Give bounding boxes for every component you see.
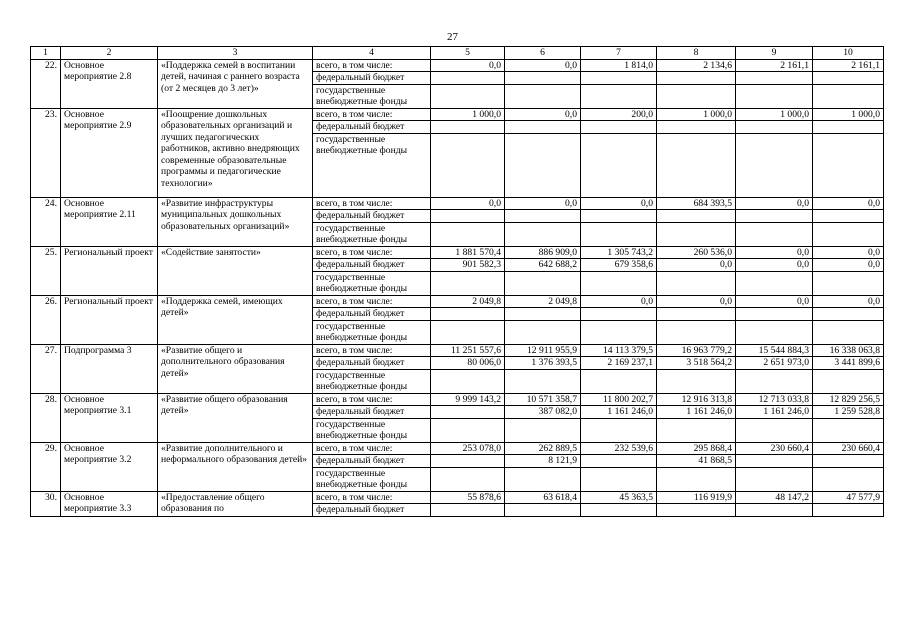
amount-cell — [431, 406, 505, 419]
amount-cell — [431, 121, 505, 134]
row-number: 24. — [31, 197, 61, 246]
amount-cell — [581, 271, 657, 295]
amount-cell: 0,0 — [581, 197, 657, 210]
amount-cell: 253 078,0 — [431, 442, 505, 455]
amount-cell: 0,0 — [736, 197, 813, 210]
amount-cell — [657, 84, 736, 108]
funding-source: государственные внебюджетные фонды — [313, 467, 431, 491]
amount-cell — [431, 210, 505, 223]
amount-cell — [657, 418, 736, 442]
table-row — [31, 491, 884, 504]
table-row — [31, 442, 884, 455]
amount-cell — [581, 210, 657, 223]
table-body — [31, 59, 884, 516]
amount-cell — [657, 121, 736, 134]
amount-cell — [813, 369, 884, 393]
funding-source: федеральный бюджет — [313, 121, 431, 134]
funding-source: федеральный бюджет — [313, 210, 431, 223]
item-name: Региональный проект — [61, 246, 158, 295]
amount-cell — [505, 121, 581, 134]
amount-cell — [505, 504, 581, 517]
item-description: «Развитие общего образования детей» — [158, 393, 313, 442]
amount-cell: 2 049,8 — [505, 295, 581, 308]
amount-cell: 12 829 256,5 — [813, 393, 884, 406]
amount-cell — [505, 133, 581, 197]
amount-cell — [505, 222, 581, 246]
amount-cell — [813, 133, 884, 197]
amount-cell — [581, 84, 657, 108]
amount-cell: 260 536,0 — [657, 246, 736, 259]
column-header: 1 — [31, 47, 61, 60]
funding-source: всего, в том числе: — [313, 59, 431, 72]
column-header: 9 — [736, 47, 813, 60]
table-row — [31, 108, 884, 121]
amount-cell — [431, 133, 505, 197]
amount-cell: 387 082,0 — [505, 406, 581, 419]
amount-cell — [431, 504, 505, 517]
column-header: 6 — [505, 47, 581, 60]
row-number: 27. — [31, 344, 61, 393]
funding-source: государственные внебюджетные фонды — [313, 418, 431, 442]
amount-cell — [736, 418, 813, 442]
amount-cell — [813, 504, 884, 517]
item-name: Основное мероприятие 3.2 — [61, 442, 158, 491]
table-row — [31, 197, 884, 210]
amount-cell — [581, 308, 657, 321]
amount-cell: 1 000,0 — [736, 108, 813, 121]
column-header: 2 — [61, 47, 158, 60]
amount-cell: 0,0 — [813, 259, 884, 272]
item-description: «Поддержка семей, имеющих детей» — [158, 295, 313, 344]
amount-cell: 1 814,0 — [581, 59, 657, 72]
row-number: 23. — [31, 108, 61, 197]
item-description: «Поддержка семей в воспитании детей, начиная с раннего возраста (от 2 месяцев до 3 лет)» — [158, 59, 313, 108]
amount-cell — [813, 418, 884, 442]
amount-cell — [813, 320, 884, 344]
amount-cell: 679 358,6 — [581, 259, 657, 272]
amount-cell: 116 919,9 — [657, 491, 736, 504]
amount-cell: 0,0 — [736, 295, 813, 308]
funding-source: государственные внебюджетные фонды — [313, 222, 431, 246]
funding-source: государственные внебюджетные фонды — [313, 133, 431, 197]
amount-cell: 886 909,0 — [505, 246, 581, 259]
amount-cell — [505, 369, 581, 393]
amount-cell — [581, 72, 657, 85]
row-number: 22. — [31, 59, 61, 108]
amount-cell — [505, 271, 581, 295]
amount-cell: 901 582,3 — [431, 259, 505, 272]
item-description: «Развитие дополнительного и неформального образования детей» — [158, 442, 313, 491]
item-name: Основное мероприятие 2.9 — [61, 108, 158, 197]
row-number: 29. — [31, 442, 61, 491]
amount-cell: 2 161,1 — [813, 59, 884, 72]
amount-cell: 80 006,0 — [431, 357, 505, 370]
amount-cell — [736, 369, 813, 393]
amount-cell: 1 881 570,4 — [431, 246, 505, 259]
row-number: 25. — [31, 246, 61, 295]
amount-cell: 12 713 033,8 — [736, 393, 813, 406]
amount-cell: 45 363,5 — [581, 491, 657, 504]
row-number: 28. — [31, 393, 61, 442]
amount-cell: 0,0 — [813, 295, 884, 308]
amount-cell — [657, 72, 736, 85]
amount-cell — [657, 271, 736, 295]
amount-cell: 3 441 899,6 — [813, 357, 884, 370]
table-row — [31, 393, 884, 406]
amount-cell: 642 688,2 — [505, 259, 581, 272]
amount-cell: 2 169 237,1 — [581, 357, 657, 370]
amount-cell: 47 577,9 — [813, 491, 884, 504]
amount-cell: 1 161 246,0 — [581, 406, 657, 419]
amount-cell — [657, 369, 736, 393]
funding-source: федеральный бюджет — [313, 308, 431, 321]
funding-source: всего, в том числе: — [313, 295, 431, 308]
amount-cell: 15 544 884,3 — [736, 344, 813, 357]
funding-source: всего, в том числе: — [313, 393, 431, 406]
amount-cell: 10 571 358,7 — [505, 393, 581, 406]
column-header: 8 — [657, 47, 736, 60]
funding-source: федеральный бюджет — [313, 357, 431, 370]
amount-cell: 230 660,4 — [813, 442, 884, 455]
amount-cell — [505, 467, 581, 491]
amount-cell — [813, 210, 884, 223]
amount-cell — [431, 320, 505, 344]
amount-cell — [736, 84, 813, 108]
funding-source: государственные внебюджетные фонды — [313, 84, 431, 108]
amount-cell: 0,0 — [431, 59, 505, 72]
amount-cell — [736, 121, 813, 134]
amount-cell: 0,0 — [813, 197, 884, 210]
funding-source: федеральный бюджет — [313, 72, 431, 85]
amount-cell — [813, 72, 884, 85]
funding-source: государственные внебюджетные фонды — [313, 320, 431, 344]
amount-cell: 0,0 — [736, 259, 813, 272]
amount-cell — [431, 308, 505, 321]
column-header: 3 — [158, 47, 313, 60]
funding-source: всего, в том числе: — [313, 197, 431, 210]
column-header: 5 — [431, 47, 505, 60]
amount-cell — [813, 84, 884, 108]
amount-cell — [431, 271, 505, 295]
table-row — [31, 246, 884, 259]
header-row — [31, 47, 884, 60]
amount-cell: 0,0 — [657, 295, 736, 308]
amount-cell: 1 305 743,2 — [581, 246, 657, 259]
item-name: Основное мероприятие 3.3 — [61, 491, 158, 516]
amount-cell — [581, 418, 657, 442]
amount-cell: 0,0 — [736, 246, 813, 259]
amount-cell — [431, 418, 505, 442]
amount-cell: 9 999 143,2 — [431, 393, 505, 406]
amount-cell — [431, 455, 505, 468]
amount-cell: 14 113 379,5 — [581, 344, 657, 357]
amount-cell — [505, 320, 581, 344]
amount-cell: 200,0 — [581, 108, 657, 121]
funding-source: всего, в том числе: — [313, 246, 431, 259]
amount-cell — [581, 369, 657, 393]
funding-source: федеральный бюджет — [313, 406, 431, 419]
item-description: «Развитие инфраструктуры муниципальных дошкольных образовательных организаций» — [158, 197, 313, 246]
amount-cell — [657, 504, 736, 517]
table-row — [31, 59, 884, 72]
amount-cell — [505, 418, 581, 442]
amount-cell — [505, 308, 581, 321]
amount-cell: 230 660,4 — [736, 442, 813, 455]
amount-cell — [736, 455, 813, 468]
amount-cell — [505, 72, 581, 85]
amount-cell — [736, 271, 813, 295]
amount-cell — [736, 210, 813, 223]
item-name: Региональный проект — [61, 295, 158, 344]
amount-cell: 0,0 — [813, 246, 884, 259]
amount-cell: 295 868,4 — [657, 442, 736, 455]
amount-cell: 232 539,6 — [581, 442, 657, 455]
amount-cell — [813, 308, 884, 321]
amount-cell: 63 618,4 — [505, 491, 581, 504]
amount-cell: 1 000,0 — [657, 108, 736, 121]
amount-cell: 2 134,6 — [657, 59, 736, 72]
amount-cell — [813, 121, 884, 134]
amount-cell — [813, 222, 884, 246]
amount-cell: 2 161,1 — [736, 59, 813, 72]
page-number: 27 — [447, 31, 458, 43]
funding-source: государственные внебюджетные фонды — [313, 271, 431, 295]
amount-cell — [657, 320, 736, 344]
funding-source: федеральный бюджет — [313, 455, 431, 468]
amount-cell — [736, 320, 813, 344]
item-description: «Поощрение дошкольных образовательных организаций и лучших педагогических работников, активно внедряющих современные образовательные программы и педагогические технологии» — [158, 108, 313, 197]
amount-cell: 55 878,6 — [431, 491, 505, 504]
funding-source: всего, в том числе: — [313, 108, 431, 121]
amount-cell: 0,0 — [657, 259, 736, 272]
amount-cell — [736, 222, 813, 246]
amount-cell: 12 911 955,9 — [505, 344, 581, 357]
amount-cell — [505, 210, 581, 223]
amount-cell — [657, 222, 736, 246]
funding-source: федеральный бюджет — [313, 504, 431, 517]
table-row — [31, 295, 884, 308]
amount-cell: 3 518 564,2 — [657, 357, 736, 370]
row-number: 30. — [31, 491, 61, 516]
amount-cell: 48 147,2 — [736, 491, 813, 504]
item-name: Основное мероприятие 3.1 — [61, 393, 158, 442]
amount-cell: 8 121,9 — [505, 455, 581, 468]
amount-cell — [736, 72, 813, 85]
amount-cell: 11 251 557,6 — [431, 344, 505, 357]
amount-cell — [431, 72, 505, 85]
column-header: 4 — [313, 47, 431, 60]
item-description: «Развитие общего и дополнительного образования детей» — [158, 344, 313, 393]
amount-cell — [813, 455, 884, 468]
amount-cell: 11 800 202,7 — [581, 393, 657, 406]
amount-cell: 1 376 393,5 — [505, 357, 581, 370]
amount-cell — [431, 84, 505, 108]
funding-source: всего, в том числе: — [313, 344, 431, 357]
item-name: Подпрограмма 3 — [61, 344, 158, 393]
amount-cell: 1 000,0 — [431, 108, 505, 121]
amount-cell — [505, 84, 581, 108]
amount-cell: 1 000,0 — [813, 108, 884, 121]
amount-cell: 1 161 246,0 — [657, 406, 736, 419]
row-number: 26. — [31, 295, 61, 344]
funding-source: государственные внебюджетные фонды — [313, 369, 431, 393]
column-header: 10 — [813, 47, 884, 60]
amount-cell: 0,0 — [505, 197, 581, 210]
amount-cell: 2 049,8 — [431, 295, 505, 308]
amount-cell — [431, 369, 505, 393]
amount-cell — [813, 467, 884, 491]
funding-source: федеральный бюджет — [313, 259, 431, 272]
amount-cell — [736, 308, 813, 321]
table-row — [31, 344, 884, 357]
item-name: Основное мероприятие 2.11 — [61, 197, 158, 246]
amount-cell — [657, 308, 736, 321]
amount-cell — [657, 467, 736, 491]
amount-cell: 0,0 — [505, 108, 581, 121]
item-description: «Содействие занятости» — [158, 246, 313, 295]
amount-cell — [431, 222, 505, 246]
column-header: 7 — [581, 47, 657, 60]
amount-cell — [581, 133, 657, 197]
amount-cell — [657, 210, 736, 223]
amount-cell — [736, 467, 813, 491]
amount-cell: 0,0 — [581, 295, 657, 308]
amount-cell: 1 259 528,8 — [813, 406, 884, 419]
amount-cell: 12 916 313,8 — [657, 393, 736, 406]
amount-cell: 1 161 246,0 — [736, 406, 813, 419]
amount-cell: 16 963 779,2 — [657, 344, 736, 357]
amount-cell: 41 868,5 — [657, 455, 736, 468]
amount-cell — [736, 504, 813, 517]
amount-cell — [581, 121, 657, 134]
amount-cell — [581, 504, 657, 517]
amount-cell: 2 651 973,0 — [736, 357, 813, 370]
amount-cell — [581, 467, 657, 491]
item-description: «Предоставление общего образования по — [158, 491, 313, 516]
amount-cell: 0,0 — [505, 59, 581, 72]
amount-cell — [813, 271, 884, 295]
amount-cell: 684 393,5 — [657, 197, 736, 210]
funding-source: всего, в том числе: — [313, 442, 431, 455]
amount-cell: 16 338 063,8 — [813, 344, 884, 357]
item-name: Основное мероприятие 2.8 — [61, 59, 158, 108]
funding-source: всего, в том числе: — [313, 491, 431, 504]
amount-cell — [431, 467, 505, 491]
amount-cell — [581, 320, 657, 344]
amount-cell — [581, 222, 657, 246]
amount-cell — [657, 133, 736, 197]
amount-cell — [581, 455, 657, 468]
budget-table — [30, 46, 884, 517]
amount-cell: 262 889,5 — [505, 442, 581, 455]
amount-cell: 0,0 — [431, 197, 505, 210]
amount-cell — [736, 133, 813, 197]
